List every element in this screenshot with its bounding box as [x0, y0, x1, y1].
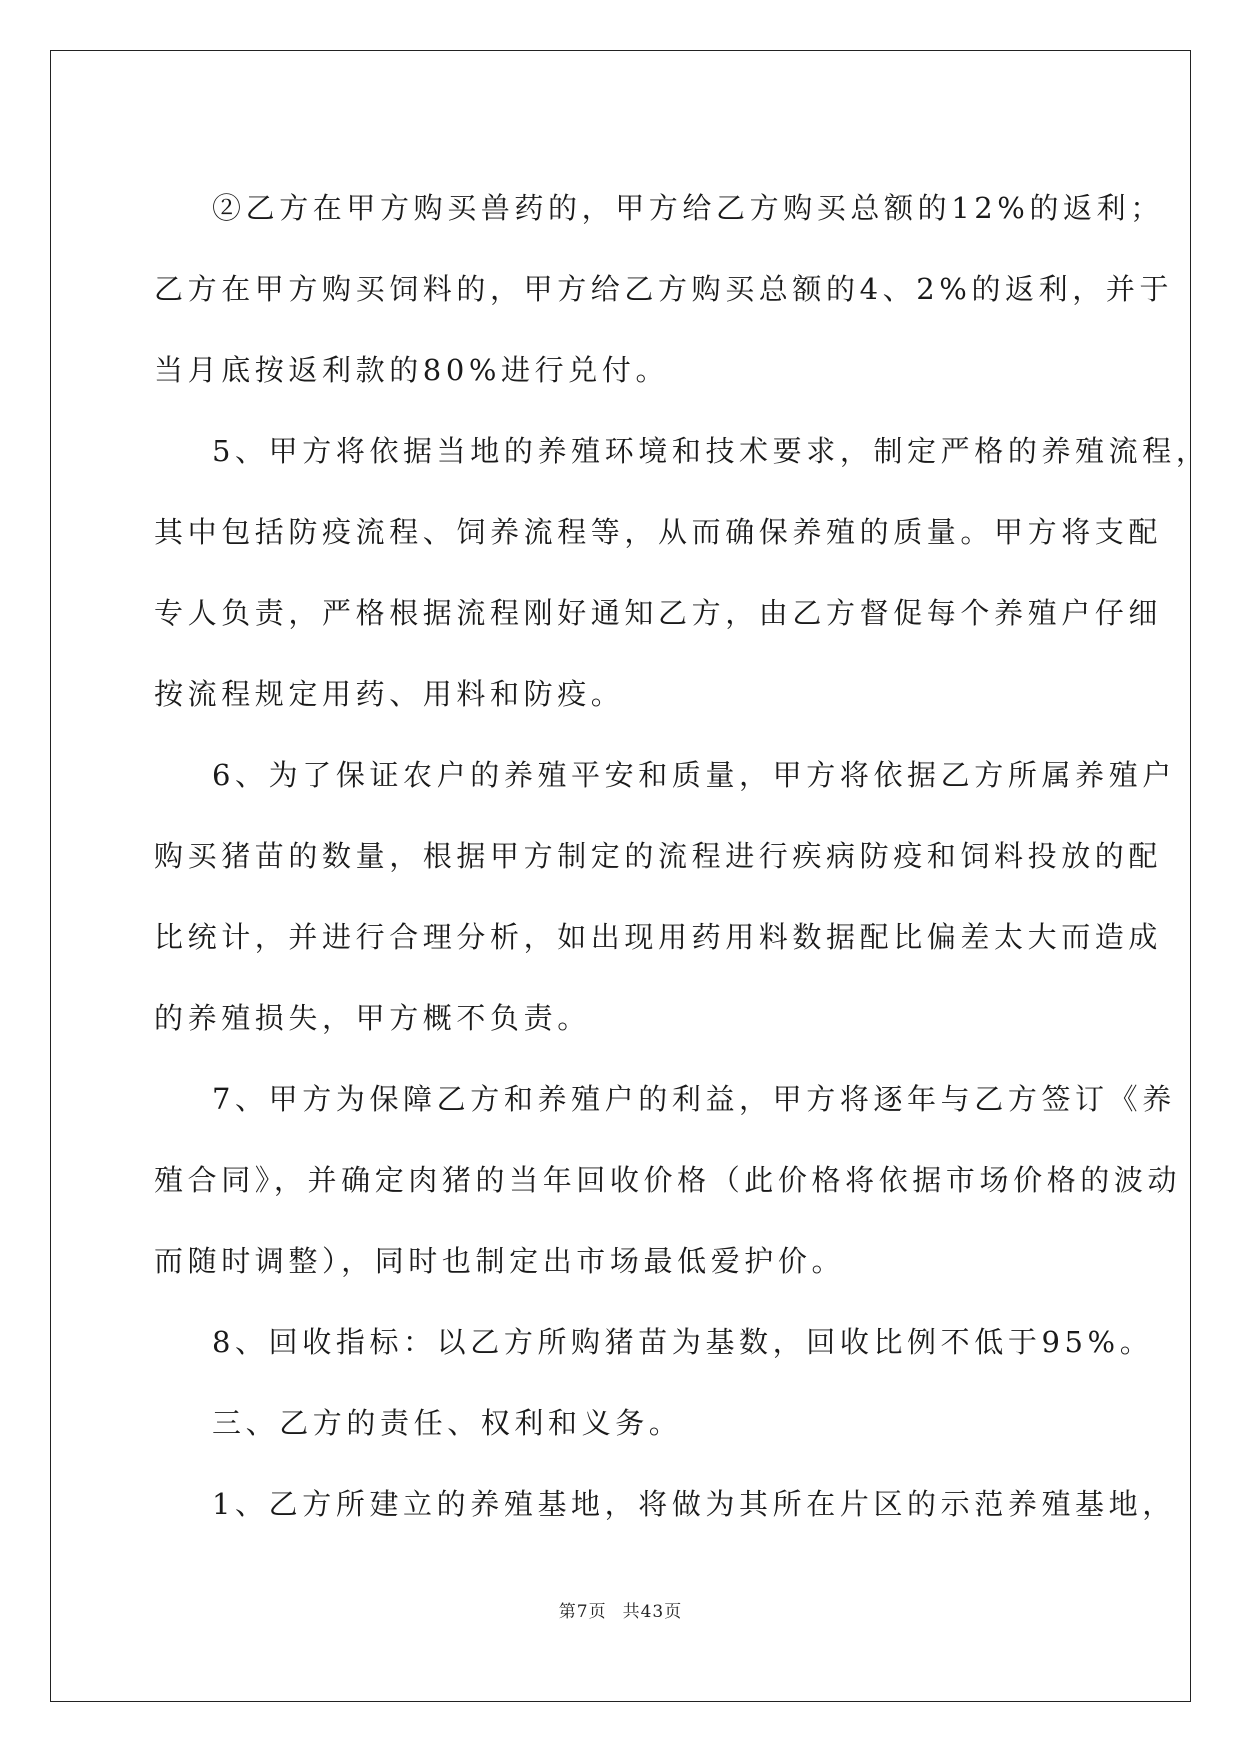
paragraph-item-6	[154, 735, 1176, 1059]
page-total: 共43页	[622, 1602, 683, 1622]
page-footer	[0, 1597, 1241, 1622]
text-line: 5、甲方将依据当地的养殖环境和技术要求，制定严格的养殖流程，	[212, 434, 1210, 468]
text-line: 6、为了保证农户的养殖平安和质量，甲方将依据乙方所属养殖户	[212, 758, 1176, 792]
section-heading: 三、乙方的责任、权利和义务。	[212, 1406, 683, 1440]
paragraph-section3-item-1	[154, 1464, 1176, 1545]
text-line: 的养殖损失，甲方概不负责。	[154, 1001, 591, 1035]
text-line: 其中包括防疫流程、饲养流程等，从而确保养殖的质量。甲方将支配	[154, 515, 1163, 549]
text-line: 而随时调整），同时也制定出市场最低爱护价。	[154, 1244, 846, 1278]
text-line: 乙方在甲方购买饲料的，甲方给乙方购买总额的4、2%的返利，并于	[154, 272, 1174, 306]
text-line: 按流程规定用药、用料和防疫。	[154, 677, 625, 711]
text-line: 殖合同》，并确定肉猪的当年回收价格（此价格将依据市场价格的波动	[154, 1163, 1182, 1197]
paragraph-item-8	[154, 1302, 1154, 1383]
text-line: ②乙方在甲方购买兽药的，甲方给乙方购买总额的12%的返利；	[212, 191, 1164, 225]
text-line: 8、回收指标：以乙方所购猪苗为基数，回收比例不低于95%。	[212, 1325, 1154, 1359]
paragraph-rebate	[154, 168, 1174, 411]
section-heading-3	[154, 1383, 1090, 1464]
text-line: 比统计，并进行合理分析，如出现用药用料数据配比偏差太大而造成	[154, 920, 1163, 954]
paragraph-item-5	[154, 411, 1210, 735]
paragraph-item-7	[154, 1059, 1182, 1302]
text-line: 当月底按返利款的80%进行兑付。	[154, 353, 670, 387]
text-line: 专人负责，严格根据流程刚好通知乙方，由乙方督促每个养殖户仔细	[154, 596, 1163, 630]
text-line: 1、乙方所建立的养殖基地，将做为其所在片区的示范养殖基地，	[212, 1487, 1176, 1521]
document-body	[154, 168, 1210, 1545]
page-number: 第7页	[558, 1602, 607, 1622]
text-line: 7、甲方为保障乙方和养殖户的利益，甲方将逐年与乙方签订《养	[212, 1082, 1176, 1116]
text-line: 购买猪苗的数量，根据甲方制定的流程进行疾病防疫和饲料投放的配	[154, 839, 1163, 873]
